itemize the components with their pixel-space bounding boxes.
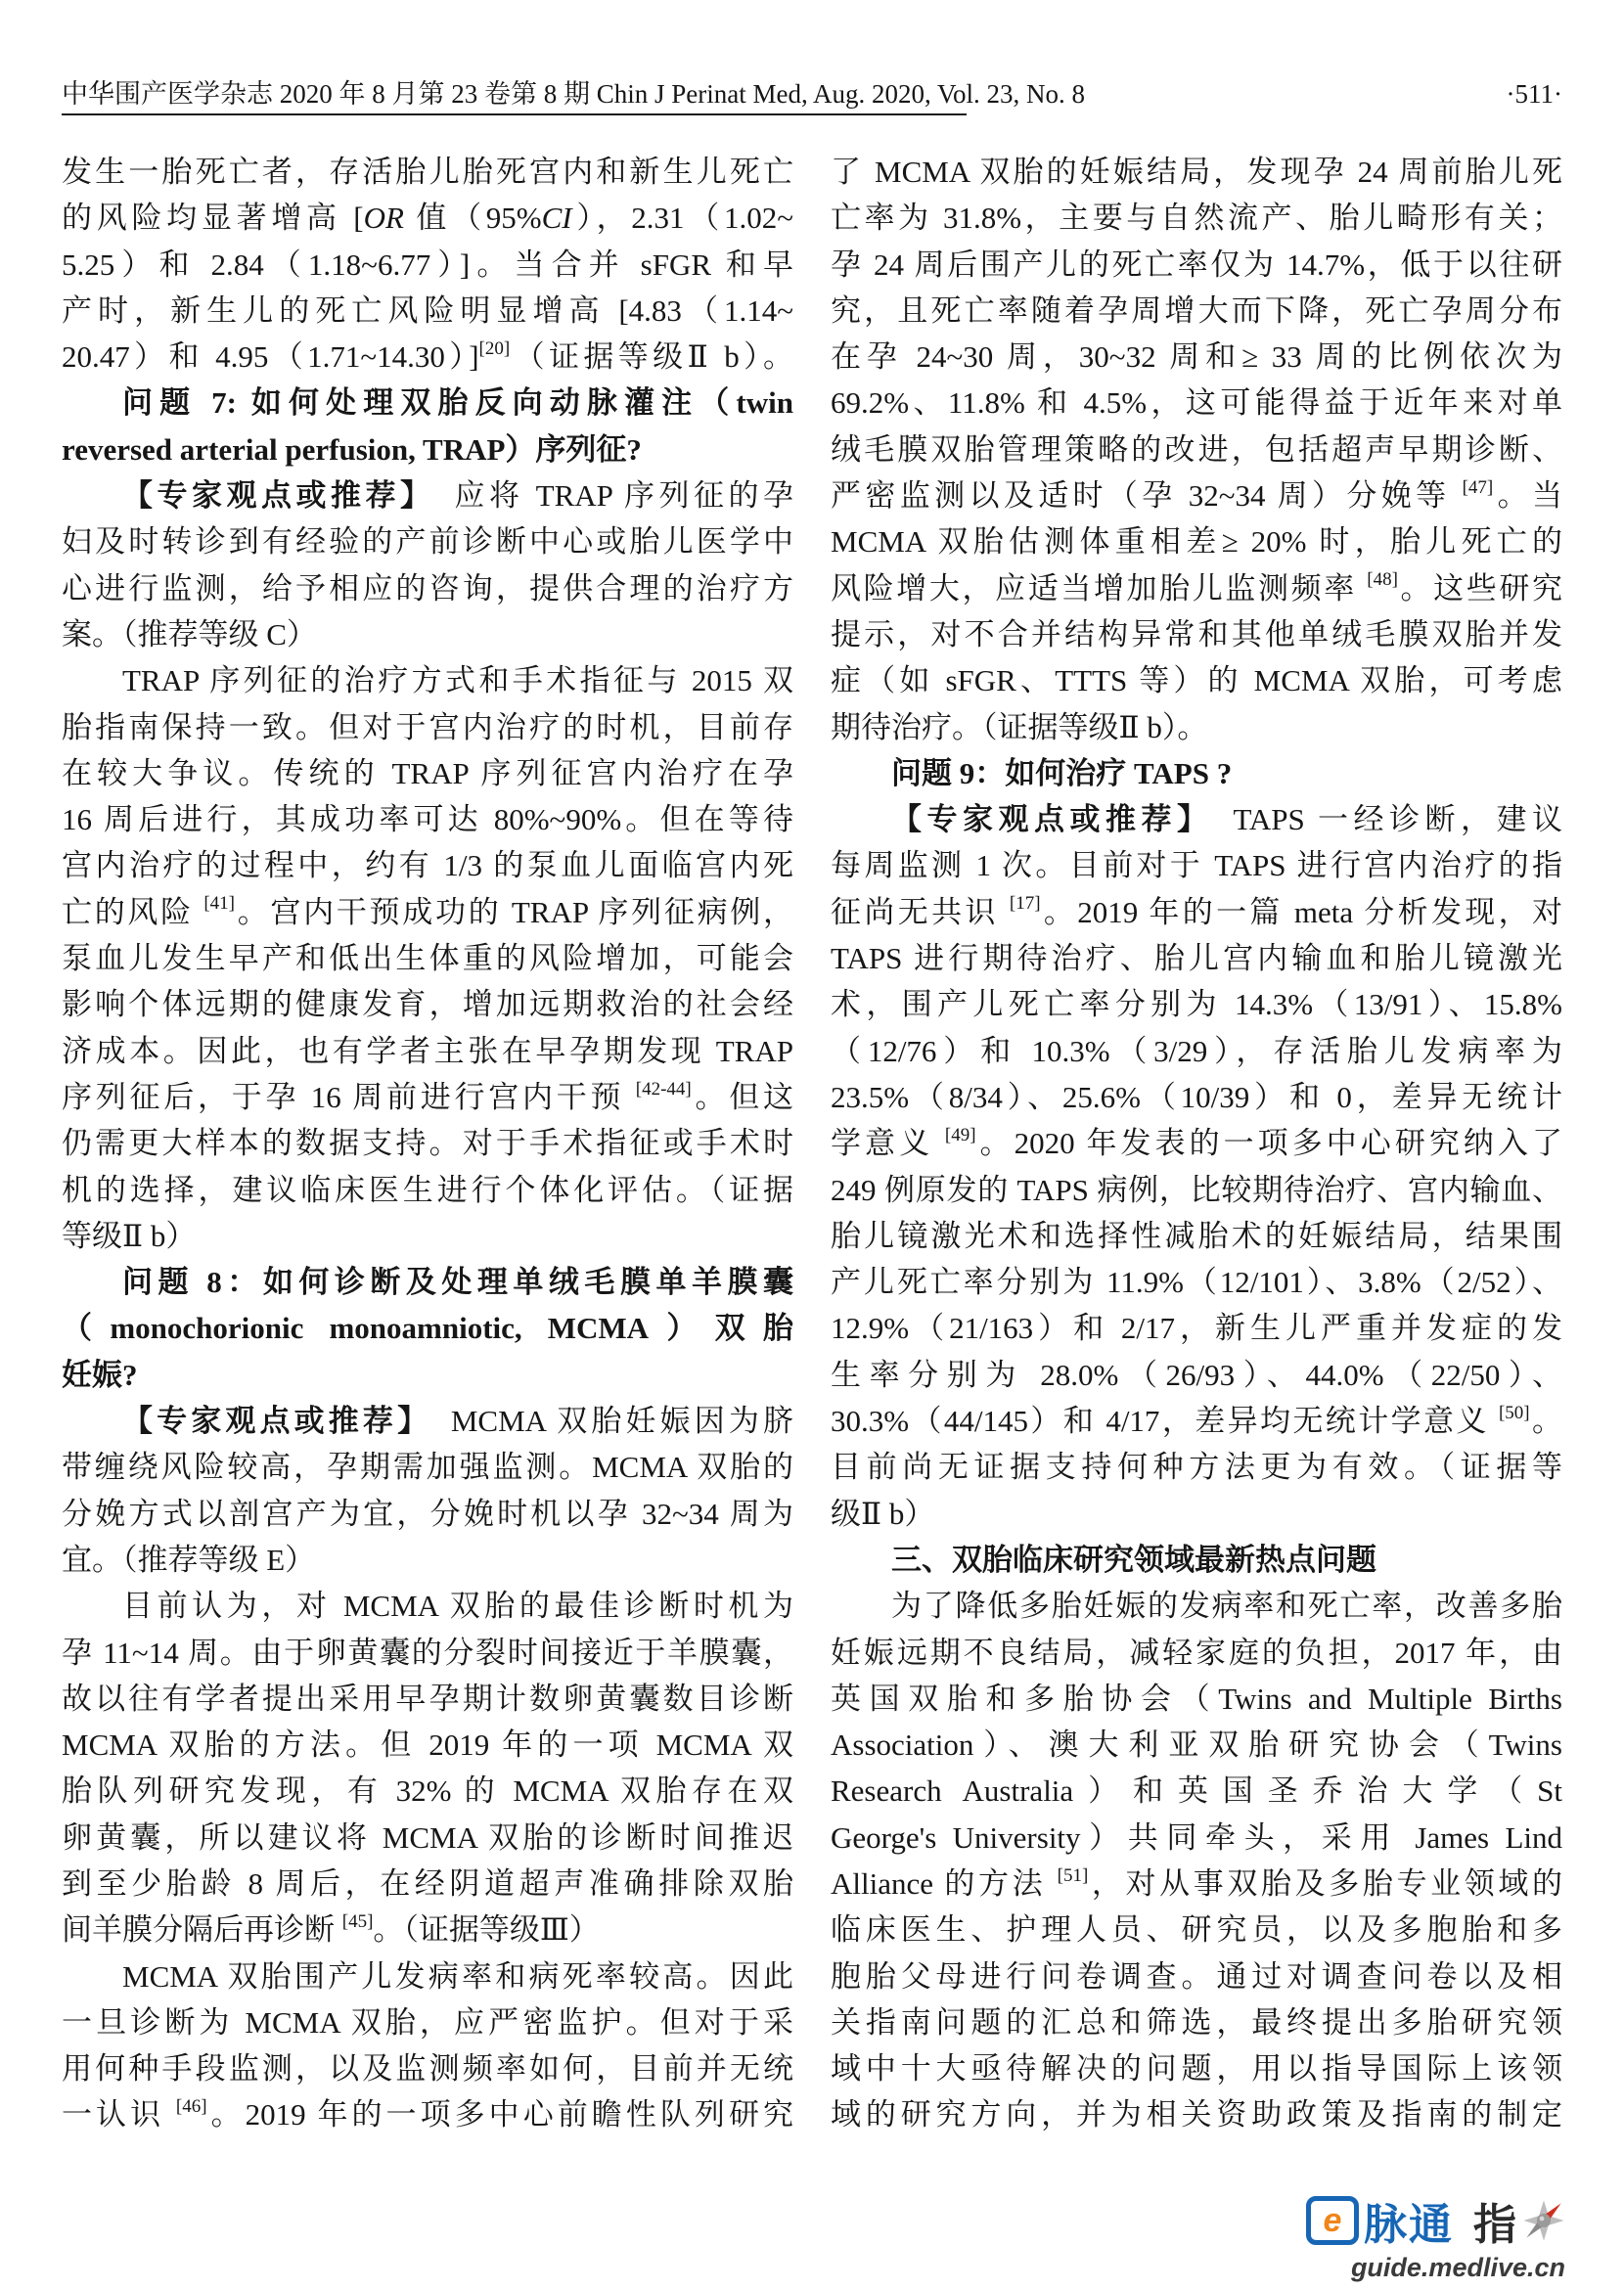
- text-line: 序列征后，于孕 16 周前进行宫内干预 [42-44]。但这: [62, 1078, 793, 1114]
- text-line: 在孕 24~30 周，30~32 周和≥ 33 周的比例依次为: [831, 339, 1562, 375]
- text-line: 产儿死亡率分别为 11.9%（12/101）、3.8%（2/52）、: [831, 1265, 1562, 1300]
- text-line: 胎队列研究发现，有 32% 的 MCMA 双胎存在双: [62, 1773, 793, 1809]
- text-line: 69.2%、11.8% 和 4.5%，这可能得益于近年来对单: [831, 385, 1562, 421]
- text-line: 济成本。因此，也有学者主张在早孕期发现 TRAP: [62, 1033, 793, 1068]
- text-line: 30.3%（44/145）和 4/17，差异均无统计学意义 [50]。: [831, 1402, 1562, 1439]
- header-rule: [62, 113, 967, 115]
- text-line: 心进行监测，给予相应的咨询，提供合理的治疗方: [62, 570, 793, 606]
- text-line: 20.47）和 4.95（1.71~14.30）][20]（证据等级Ⅱ b）。: [62, 337, 793, 375]
- citation-ref: [47]: [1462, 476, 1494, 498]
- column-right: [831, 149, 1562, 2138]
- text-line: 为了降低多胎妊娠的发病率和死亡率，改善多胎: [891, 1589, 1562, 1624]
- page-header: [62, 72, 1562, 111]
- text-line: 临床医生、护理人员、研究员，以及多胞胎和多: [831, 1912, 1562, 1948]
- text-line: 亡的风险 [41]。宫内干预成功的 TRAP 序列征病例，: [62, 893, 793, 929]
- text-line: Association）、澳大利亚双胎研究协会（Twins: [831, 1728, 1562, 1763]
- text-line: 英国双胎和多胎协会（Twins and Multiple Births: [831, 1681, 1562, 1716]
- heading-line: （monochorionic monoamniotic, MCMA）双胎: [62, 1311, 793, 1346]
- heading-line: 问题 8：如何诊断及处理单绒毛膜单羊膜囊: [122, 1265, 793, 1300]
- medlive-e-icon: e: [1306, 2196, 1359, 2245]
- text-line: 症（如 sFGR、TTTS 等）的 MCMA 双胎，可考虑: [831, 663, 1562, 698]
- text-line: George's University）共同牵头，采用 James Lind: [831, 1819, 1562, 1855]
- text-line: 绒毛膜双胎管理策略的改进，包括超声早期诊断、: [831, 431, 1562, 467]
- citation-ref: [51]: [1057, 1864, 1089, 1886]
- text-line: 生率分别为 28.0%（26/93）、44.0%（22/50）、: [831, 1357, 1562, 1392]
- text-line: 宜。（推荐等级 E）: [62, 1542, 316, 1577]
- text-line: 【专家观点或推荐】 MCMA 双胎妊娠因为脐: [122, 1404, 793, 1439]
- text-line: 分娩方式以剖宫产为宜，分娩时机以孕 32~34 周为: [62, 1496, 793, 1531]
- text-line: TRAP 序列征的治疗方式和手术指征与 2015 双: [122, 663, 793, 698]
- text-line: 带缠绕风险较高，孕期需加强监测。MCMA 双胎的: [62, 1450, 793, 1485]
- text-line: 提示，对不合并结构异常和其他单绒毛膜双胎并发: [831, 616, 1562, 651]
- text-line: 严密监测以及适时（孕 32~34 周）分娩等 [47]。当: [831, 476, 1562, 514]
- text-line: 宫内治疗的过程中，约有 1/3 的泵血儿面临宫内死: [62, 848, 793, 883]
- text-line: 目前认为，对 MCMA 双胎的最佳诊断时机为: [122, 1589, 793, 1624]
- journal-title-line: 中华围产医学杂志 2020 年 8 月第 23 卷第 8 期 Chin J Perinat Med, Aug. 2020, Vol. 23, No. 8: [62, 79, 1086, 109]
- text-line: 胎儿镜激光术和选择性减胎术的妊娠结局，结果围: [831, 1218, 1562, 1253]
- text-line: 用何种手段监测，以及监测频率如何，目前并无统: [62, 2051, 793, 2087]
- text-line: 级Ⅱ b）: [831, 1496, 935, 1531]
- text-line: 机的选择，建议临床医生进行个体化评估。（证据: [62, 1172, 793, 1207]
- citation-ref: [17]: [1009, 893, 1041, 915]
- text-line: 域的研究方向，并为相关资助政策及指南的制定: [831, 2097, 1562, 2132]
- medlive-logo: [1306, 2189, 1569, 2252]
- text-line: 5.25）和 2.84（1.18~6.77）]。当合并 sFGR 和早: [62, 247, 793, 282]
- text-line: 产时，新生儿的死亡风险明显增高 [4.83（1.14~: [62, 292, 793, 328]
- citation-ref: [45]: [341, 1910, 374, 1932]
- text-line: 孕 24 周后围产儿的死亡率仅为 14.7%，低于以往研: [831, 247, 1562, 282]
- text-line: 到至少胎龄 8 周后，在经阴道超声准确排除双胎: [62, 1865, 793, 1901]
- text-line: 发生一胎死亡者，存活胎儿胎死宫内和新生儿死亡: [62, 155, 793, 189]
- heading-line: reversed arterial perfusion, TRAP）序列征?: [62, 431, 642, 467]
- text-line: 风险增大，应适当增加胎儿监测频率 [48]。这些研究: [831, 569, 1562, 606]
- text-line: 孕 11~14 周。由于卵黄囊的分裂时间接近于羊膜囊，: [62, 1635, 793, 1670]
- text-line: 每周监测 1 次。目前对于 TAPS 进行宫内治疗的指: [831, 848, 1562, 883]
- page-number: ·511·: [1506, 79, 1562, 109]
- citation-ref: [49]: [944, 1124, 976, 1145]
- text-line: Research Australia）和英国圣乔治大学（St: [831, 1773, 1562, 1809]
- text-line: （12/76）和 10.3%（3/29），存活胎儿发病率为: [831, 1033, 1562, 1068]
- text-line: 影响个体远期的健康发育，增加远期救治的社会经: [62, 987, 793, 1022]
- text-line: 术，围产儿死亡率分别为 14.3%（13/91）、15.8%: [831, 987, 1562, 1022]
- text-line: 期待治疗。（证据等级Ⅱ b）。: [831, 709, 1208, 744]
- text-line: 间羊膜分隔后再诊断 [45]。（证据等级Ⅲ）: [62, 1910, 600, 1948]
- text-line: MCMA 双胎围产儿发病率和病死率较高。因此: [122, 1958, 793, 1994]
- text-line: TAPS 进行期待治疗、胎儿宫内输血和胎儿镜激光: [831, 941, 1562, 976]
- text-line: 249 例原发的 TAPS 病例，比较期待治疗、宫内输血、: [831, 1172, 1562, 1207]
- text-line: 妇及时转诊到有经验的产前诊断中心或胎儿医学中: [62, 524, 793, 560]
- heading-line: 妊娠?: [62, 1357, 138, 1392]
- text-line: 【专家观点或推荐】 应将 TRAP 序列征的孕: [122, 478, 793, 514]
- text-line: 故以往有学者提出采用早孕期计数卵黄囊数目诊断: [62, 1681, 793, 1716]
- text-line: 一旦诊断为 MCMA 双胎，应严密监护。但对于采: [62, 2004, 793, 2040]
- citation-ref: [48]: [1367, 569, 1398, 591]
- text-line: 在较大争议。传统的 TRAP 序列征宫内治疗在孕: [62, 755, 793, 790]
- text-line: MCMA 双胎的方法。但 2019 年的一项 MCMA 双: [62, 1728, 793, 1763]
- text-line: 学意义 [49]。2020 年发表的一项多中心研究纳入了: [831, 1124, 1562, 1161]
- citation-ref: [42-44]: [635, 1078, 692, 1100]
- text-line: 了 MCMA 双胎的妊娠结局，发现孕 24 周前胎儿死: [831, 155, 1562, 189]
- compass-icon: [1518, 2195, 1569, 2246]
- citation-ref: [41]: [203, 893, 235, 915]
- text-line: 的风险均显著增高 [OR 值（95%CI），2.31（1.02~: [62, 201, 793, 236]
- text-line: 23.5%（8/34）、25.6%（10/39）和 0，差异无统计: [831, 1079, 1562, 1114]
- heading-line: 问题 7: 如何处理双胎反向动脉灌注（twin: [122, 385, 793, 421]
- text-line: 等级Ⅱ b）: [62, 1218, 197, 1253]
- text-line: 胎指南保持一致。但对于宫内治疗的时机，目前存: [62, 709, 793, 744]
- text-line: 泵血儿发生早产和低出生体重的风险增加，可能会: [62, 941, 793, 976]
- heading-line: 三、双胎临床研究领域最新热点问题: [891, 1542, 1376, 1577]
- medlive-brand-text: 脉通: [1364, 2201, 1454, 2249]
- text-line: 征尚无共识 [17]。2019 年的一篇 meta 分析发现，对: [831, 893, 1562, 929]
- text-line: MCMA 双胎估测体重相差≥ 20% 时，胎儿死亡的: [831, 524, 1562, 560]
- text-line: 胞胎父母进行问卷调查。通过对调查问卷以及相: [831, 1958, 1562, 1994]
- text-line: 域中十大亟待解决的问题，用以指导国际上该领: [831, 2051, 1562, 2087]
- guide-text: 指: [1473, 2201, 1516, 2249]
- text-line: 究，且死亡率随着孕周增大而下降，死亡孕周分布: [831, 292, 1562, 328]
- text-line: 仍需更大样本的数据支持。对于手术指征或手术时: [62, 1126, 793, 1161]
- text-line: 12.9%（21/163）和 2/17，新生儿严重并发症的发: [831, 1311, 1562, 1346]
- site-url: guide.medlive.cn: [1350, 2253, 1565, 2282]
- text-line: 案。（推荐等级 C）: [62, 616, 317, 651]
- text-line: 目前尚无证据支持何种方法更为有效。（证据等: [831, 1450, 1562, 1485]
- text-line: 16 周后进行，其成功率可达 80%~90%。但在等待: [62, 802, 793, 837]
- text-line: 卵黄囊，所以建议将 MCMA 双胎的诊断时间推迟: [62, 1819, 793, 1855]
- column-left: [62, 149, 793, 2138]
- text-line: 妊娠远期不良结局，减轻家庭的负担，2017 年，由: [831, 1635, 1562, 1670]
- text-line: 【专家观点或推荐】 TAPS 一经诊断，建议: [891, 802, 1562, 837]
- medlive-watermark: [1306, 2189, 1569, 2283]
- heading-line: 问题 9：如何治疗 TAPS ?: [891, 755, 1233, 790]
- citation-ref: [50]: [1498, 1402, 1530, 1423]
- text-line: 关指南问题的汇总和筛选，最终提出多胎研究领: [831, 2004, 1562, 2040]
- citation-ref: [46]: [175, 2096, 207, 2118]
- text-line: 亡率为 31.8%，主要与自然流产、胎儿畸形有关；: [831, 201, 1562, 236]
- text-line: 一认识 [46]。2019 年的一项多中心前瞻性队列研究: [62, 2096, 793, 2132]
- text-line: Alliance 的方法 [51]，对从事双胎及多胎专业领域的: [831, 1864, 1562, 1901]
- citation-ref: [20]: [478, 337, 511, 359]
